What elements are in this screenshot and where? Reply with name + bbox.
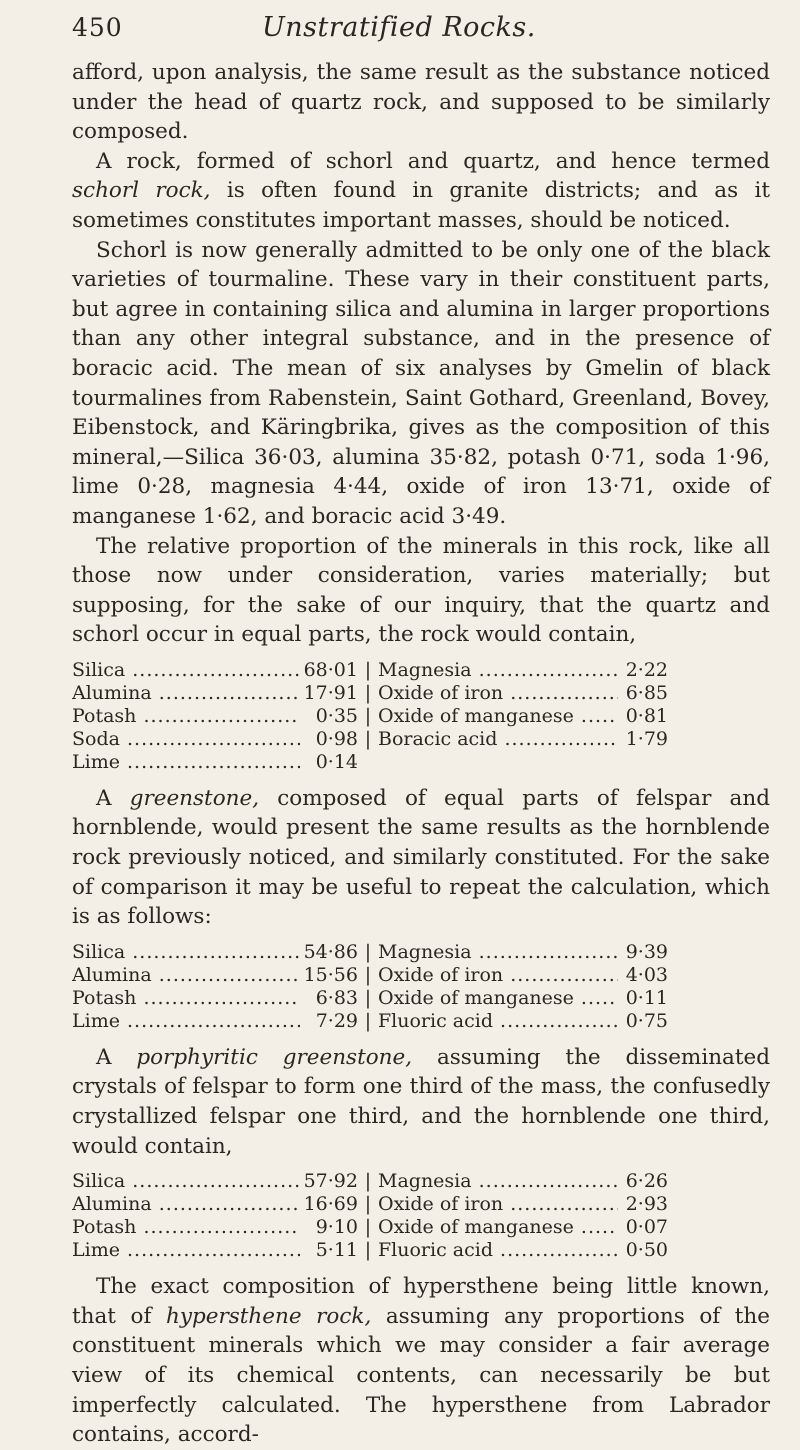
left-mineral-value: 9·10: [315, 1216, 358, 1239]
left-mineral-value: 15·56: [303, 963, 358, 986]
column-divider: |: [364, 940, 372, 963]
right-mineral-name: Boracic acid .....: [378, 728, 618, 751]
column-divider: |: [364, 681, 372, 704]
paragraph-tourmaline: Schorl is now generally admitted to be only one of the black varieties of tourmaline. These vary in their constituent parts, but agree in containing silica and alumina in larger proportions than any other integral substance, and in the presence of boracic acid. The mean of six analyses by Gmelin of black tourmalines from Rabenstein, Saint Gothard, Greenland, Bovey, Eibenstock, and Käringbrika, gives as the composition of this mineral,—Silica 36·03, alumina 35·82, potash 0·71, soda 1·96, lime 0·28, magnesia 4·44, oxide of iron 13·71, oxide of manganese 1·62, and boracic acid 3·49.: [72, 237, 770, 529]
column-divider: [358, 751, 378, 774]
right-mineral-value: [618, 751, 668, 774]
composition-table-schorl-rock: [72, 659, 770, 774]
left-mineral-value: 54·86: [303, 940, 358, 963]
right-mineral-value: 2·93: [625, 1193, 668, 1216]
right-mineral-name: Oxide of manganese .....: [378, 987, 618, 1010]
composition-table-greenstone: [72, 941, 770, 1033]
left-mineral-name: Alumina .....: [72, 1193, 300, 1216]
term-hypersthene-rock: hypersthene rock,: [166, 1303, 372, 1329]
term-schorl-rock: schorl rock,: [72, 178, 211, 204]
right-mineral-name: Magnesia .....: [378, 1170, 618, 1193]
right-mineral-value: 1·79: [625, 727, 668, 750]
right-mineral-name: Magnesia .....: [378, 941, 618, 964]
column-divider: |: [364, 704, 372, 727]
column-divider: |: [364, 963, 372, 986]
paragraph-1: afford, upon analysis, the same result as the substance noticed under the head of quartz rock, and supposed to be similarly composed.: [72, 60, 770, 145]
right-mineral-name: Oxide of iron .....: [378, 964, 618, 987]
right-mineral-name: Oxide of manganese .....: [378, 705, 618, 728]
running-head: Unstratified Rocks.: [262, 12, 536, 43]
right-mineral-name: Oxide of iron .....: [378, 682, 618, 705]
column-divider: |: [364, 1216, 372, 1239]
paragraph-greenstone: A greenstone, composed of equal parts of felspar and hornblende, would present the same results as the hornblende rock previously noticed, and similarly constituted. For the sake of comparison it may be useful to repeat the calculation, which is as follows:: [72, 785, 770, 930]
left-mineral-name: Lime .....: [72, 1010, 300, 1033]
left-mineral-value: 7·29: [315, 1009, 358, 1032]
left-mineral-value: 0·14: [315, 750, 358, 773]
right-mineral-value: 0·50: [625, 1239, 668, 1262]
column-divider: |: [364, 1009, 372, 1032]
column-divider: |: [364, 986, 372, 1009]
left-mineral-name: Silica .....: [72, 941, 300, 964]
page-header: [72, 0, 770, 58]
right-mineral-value: 9·39: [625, 940, 668, 963]
left-mineral-name: Silica .....: [72, 659, 300, 682]
left-mineral-value: 6·83: [315, 986, 358, 1009]
right-mineral-name: [378, 751, 618, 774]
paragraph-hypersthene: The exact composition of hypersthene being little known, that of hypersthene rock, assuming any proportions of the constituent minerals which we may consider a fair average view of its chemical contents, can necessarily be but imperfectly calculated. The hypersthene from Labrador contains, accord-: [72, 1274, 771, 1448]
column-divider: |: [364, 1193, 372, 1216]
right-mineral-value: 0·07: [625, 1216, 668, 1239]
right-mineral-value: 6·85: [625, 681, 668, 704]
left-mineral-name: Alumina .....: [72, 682, 300, 705]
left-mineral-value: 0·35: [315, 704, 358, 727]
left-mineral-name: Alumina .....: [72, 964, 300, 987]
right-mineral-name: Fluoric acid .....: [378, 1010, 618, 1033]
left-mineral-value: 17·91: [303, 681, 358, 704]
left-mineral-value: 0·98: [315, 727, 358, 750]
paragraph-proportion: The relative proportion of the minerals in this rock, like all those now under consideration, varies materially; but supposing, for the sake of our inquiry, that the quartz and schorl occur in equal parts, the rock would contain,: [72, 533, 770, 648]
left-mineral-name: Lime .....: [72, 1239, 300, 1262]
right-mineral-value: 0·11: [625, 986, 668, 1009]
right-mineral-name: Magnesia .....: [378, 659, 618, 682]
left-mineral-value: 5·11: [315, 1239, 358, 1262]
left-mineral-value: 16·69: [303, 1193, 358, 1216]
right-mineral-name: Oxide of manganese .....: [378, 1216, 618, 1239]
right-mineral-name: Fluoric acid .....: [378, 1239, 618, 1262]
left-mineral-value: 57·92: [303, 1170, 358, 1193]
column-divider: |: [364, 1239, 372, 1262]
composition-table-porphyritic-greenstone: [72, 1170, 770, 1262]
column-divider: |: [364, 658, 372, 681]
right-mineral-name: Oxide of iron .....: [378, 1193, 618, 1216]
right-mineral-value: 0·75: [625, 1009, 668, 1032]
right-mineral-value: 4·03: [625, 963, 668, 986]
left-mineral-name: Potash .....: [72, 1216, 300, 1239]
page-number: 450: [72, 13, 123, 42]
term-greenstone: greenstone,: [129, 785, 260, 811]
paragraph-porphyritic-greenstone: A porphyritic greenstone, assuming the disseminated crystals of felspar to form one third of the mass, the confusedly crystallized felspar one third, and the hornblende one third, would contain,: [72, 1044, 770, 1159]
left-mineral-value: 68·01: [303, 658, 358, 681]
paragraph-schorl-rock: A rock, formed of schorl and quartz, and hence termed schorl rock, is often found in granite districts; and as it sometimes constitutes important masses, should be noticed.: [72, 148, 771, 233]
right-mineral-value: 0·81: [625, 704, 668, 727]
column-divider: |: [364, 1170, 372, 1193]
left-mineral-name: Silica .....: [72, 1170, 300, 1193]
term-porphyritic-greenstone: porphyritic greenstone,: [136, 1044, 413, 1070]
left-mineral-name: Potash .....: [72, 987, 300, 1010]
column-divider: |: [364, 727, 372, 750]
right-mineral-value: 6·26: [625, 1170, 668, 1193]
left-mineral-name: Soda .....: [72, 728, 300, 751]
left-mineral-name: Lime .....: [72, 751, 300, 774]
left-mineral-name: Potash .....: [72, 705, 300, 728]
right-mineral-value: 2·22: [625, 658, 668, 681]
